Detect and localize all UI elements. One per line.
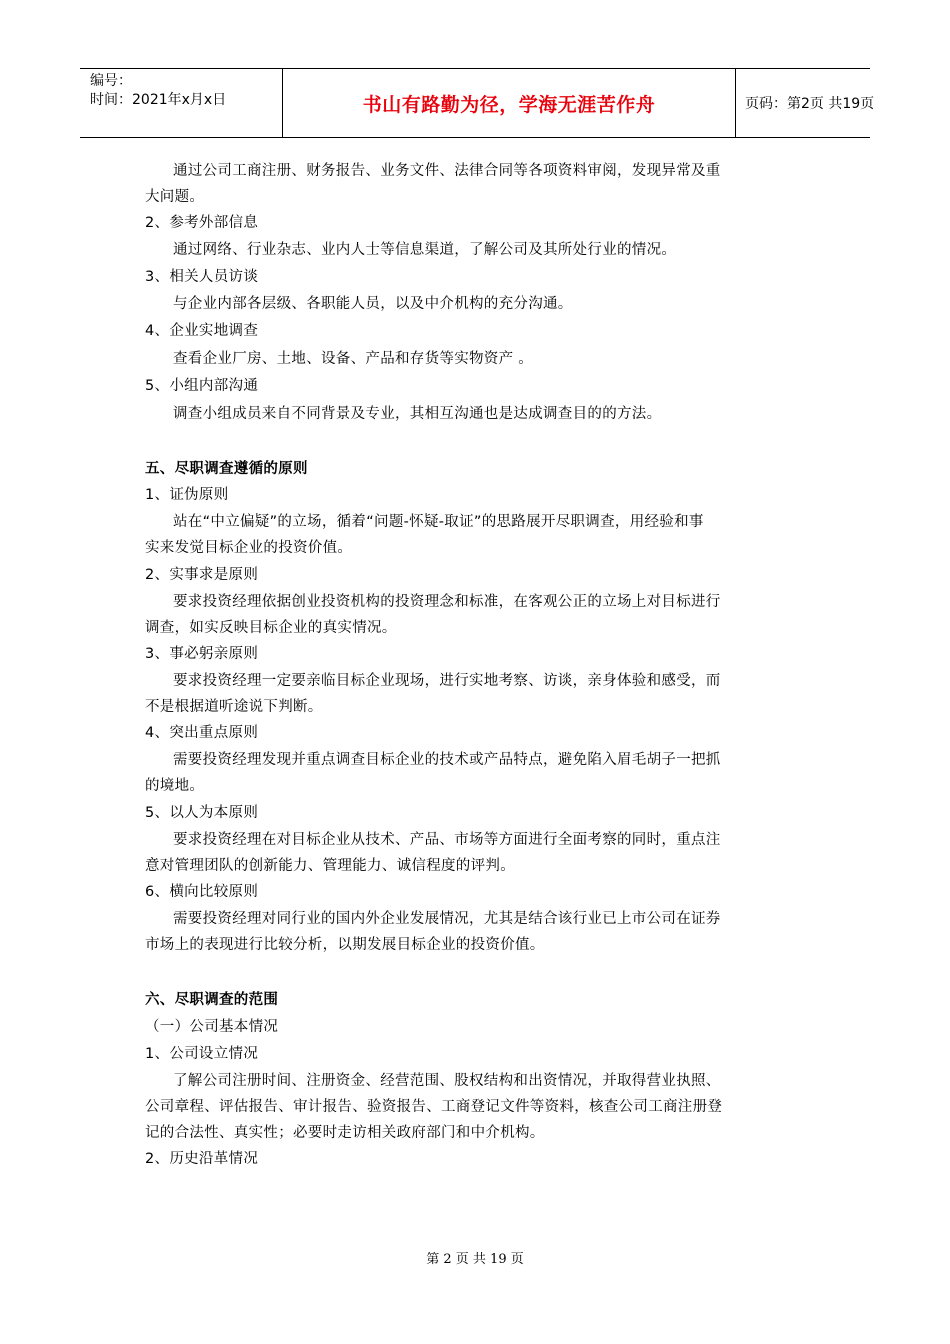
body-line: 要求投资经理在对目标企业从技术、产品、市场等方面进行全面考察的同时，重点注 bbox=[173, 832, 721, 848]
body-line: 调查小组成员来自不同背景及专业，其相互沟通也是达成调查目的的方法。 bbox=[173, 406, 662, 422]
list-item-heading: 6、横向比较原则 bbox=[145, 884, 259, 900]
list-item-heading: 1、证伪原则 bbox=[145, 487, 229, 503]
list-item-heading: 2、参考外部信息 bbox=[145, 215, 259, 231]
body-line: 实来发觉目标企业的投资价值。 bbox=[145, 540, 353, 556]
list-item-heading: 3、相关人员访谈 bbox=[145, 269, 259, 285]
list-item-heading: 2、实事求是原则 bbox=[145, 567, 259, 583]
body-line: 记的合法性、真实性；必要时走访相关政府部门和中介机构。 bbox=[145, 1125, 545, 1141]
body-line: 要求投资经理依据创业投资机构的投资理念和标准，在客观公正的立场上对目标进行 bbox=[173, 594, 721, 610]
section-heading: 六、尽职调查的范围 bbox=[145, 992, 279, 1008]
body-line: 的境地。 bbox=[145, 778, 205, 794]
body-line: 大问题。 bbox=[145, 189, 205, 205]
body-line: 需要投资经理对同行业的国内外企业发展情况，尤其是结合该行业已上市公司在证券 bbox=[173, 911, 721, 927]
header-motto: 书山有路勤为径，学海无涯苦作舟 bbox=[362, 93, 656, 116]
body-line: 需要投资经理发现并重点调查目标企业的技术或产品特点，避免陷入眉毛胡子一把抓 bbox=[173, 752, 721, 768]
document-time-label: 时间：2021年x月x日 bbox=[90, 92, 227, 108]
header-motto-cell bbox=[282, 69, 736, 137]
body-line: 通过公司工商注册、财务报告、业务文件、法律合同等各项资料审阅，发现异常及重 bbox=[173, 163, 721, 179]
body-line: 公司章程、评估报告、审计报告、验资报告、工商登记文件等资料，核查公司工商注册登 bbox=[145, 1099, 723, 1115]
body-line: 了解公司注册时间、注册资金、经营范围、股权结构和出资情况，并取得营业执照、 bbox=[173, 1073, 721, 1089]
body-line: 意对管理团队的创新能力、管理能力、诚信程度的评判。 bbox=[145, 858, 515, 874]
header-page-info: 页码：第2页 共19页 bbox=[745, 96, 875, 112]
body-line: 站在“中立偏疑”的立场，循着“问题-怀疑-取证”的思路展开尽职调查，用经验和事 bbox=[173, 514, 704, 530]
subsection-heading: （一）公司基本情况 bbox=[145, 1019, 279, 1035]
list-item-heading: 4、突出重点原则 bbox=[145, 725, 259, 741]
document-code-label: 编号： bbox=[90, 73, 132, 89]
body-line: 查看企业厂房、土地、设备、产品和存货等实物资产 。 bbox=[173, 351, 534, 367]
header-left-cell bbox=[80, 69, 282, 137]
body-line: 调查，如实反映目标企业的真实情况。 bbox=[145, 620, 397, 636]
body-line: 市场上的表现进行比较分析，以期发展目标企业的投资价值。 bbox=[145, 937, 545, 953]
list-item-heading: 1、公司设立情况 bbox=[145, 1046, 259, 1062]
body-line: 与企业内部各层级、各职能人员，以及中介机构的充分沟通。 bbox=[173, 296, 573, 312]
page-header bbox=[80, 68, 875, 138]
body-line: 通过网络、行业杂志、业内人士等信息渠道，了解公司及其所处行业的情况。 bbox=[173, 242, 677, 258]
list-item-heading: 3、事必躬亲原则 bbox=[145, 646, 259, 662]
header-page-cell bbox=[735, 69, 875, 137]
list-item-heading: 5、以人为本原则 bbox=[145, 805, 259, 821]
section-heading: 五、尽职调查遵循的原则 bbox=[145, 461, 308, 477]
body-line: 不是根据道听途说下判断。 bbox=[145, 699, 323, 715]
body-line: 要求投资经理一定要亲临目标企业现场，进行实地考察、访谈，亲身体验和感受，而 bbox=[173, 673, 721, 689]
page-footer: 第 2 页 共 19 页 bbox=[426, 1252, 524, 1267]
list-item-heading: 4、企业实地调查 bbox=[145, 323, 259, 339]
list-item-heading: 5、小组内部沟通 bbox=[145, 378, 259, 394]
list-item-heading: 2、历史沿革情况 bbox=[145, 1151, 259, 1167]
